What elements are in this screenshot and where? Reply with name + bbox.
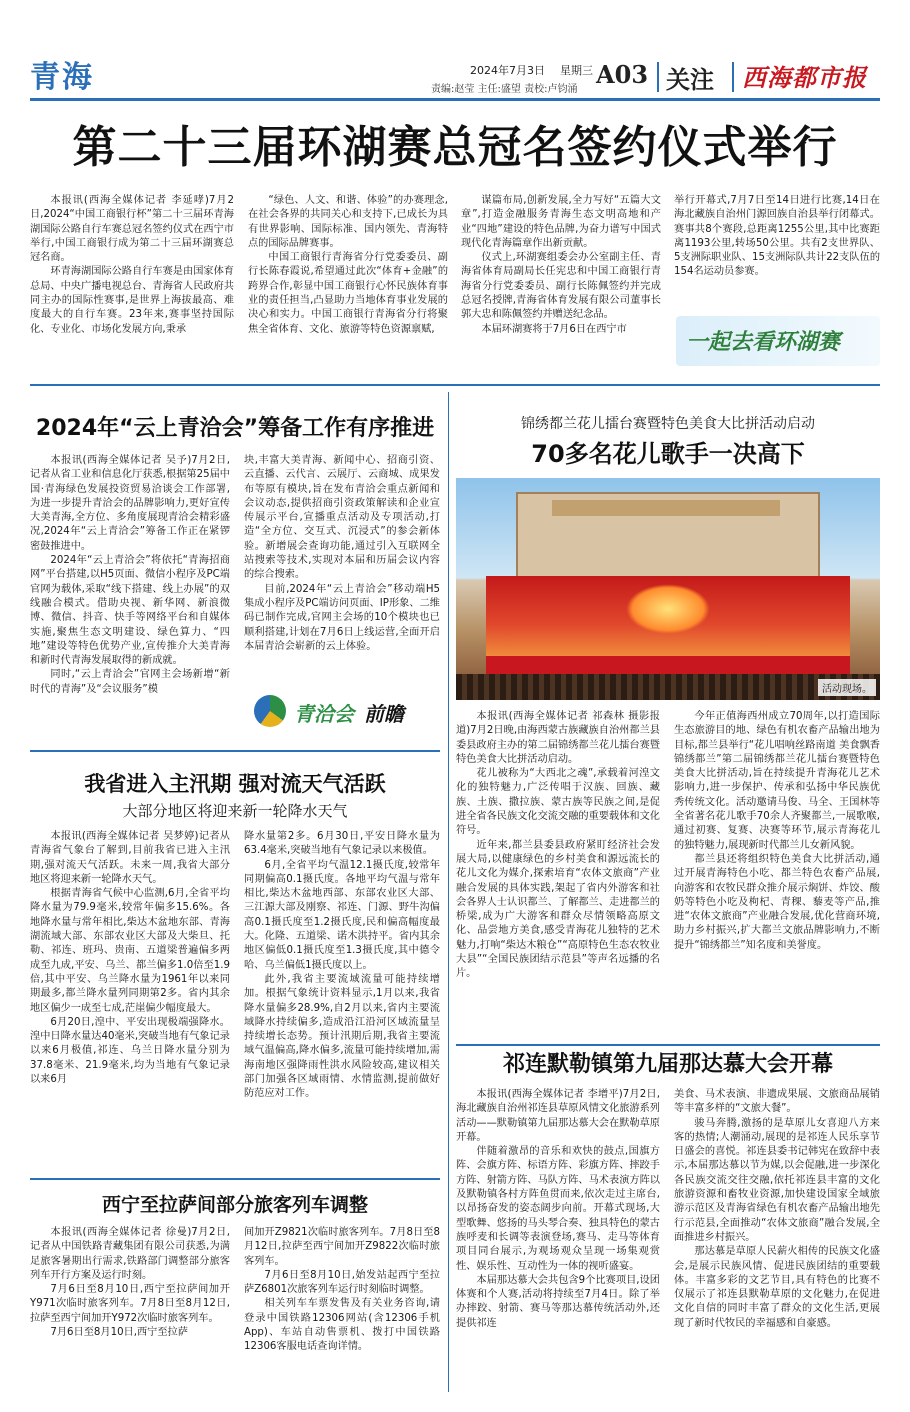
- section-rule: [30, 384, 880, 386]
- naadam-col2: [674, 1088, 880, 1396]
- rail-paragraph: 间加开Z9821次临时旅客列车。7月8日至8月12日,拉萨至西宁间加开Z9822次临时旅客列车。: [244, 1227, 440, 1267]
- flood-subheadline: 大部分地区将迎来新一轮降水天气: [122, 802, 348, 820]
- expo-paragraph: 本报讯(西海全媒体记者 吴予)7月2日,记者从省工业和信息化厅获悉,根据第25届中国·青海绿色发展投资贸易洽谈会工作部署,为进一步提升青洽会的品牌影响力,更好宣传大美青海,全方位、多角度展现青洽会精彩盛况,2024年“云上青洽会”筹备工作正在紧锣密鼓推进中。: [30, 455, 230, 552]
- main-story-col2: [248, 194, 448, 372]
- expo-col2: [244, 454, 440, 688]
- main-paragraph: 中国工商银行青海省分行党委委员、副行长陈春霞说,希望通过此次“体育+金融”的跨界合作,彰显中国工商银行心怀民族体育事业的责任担当,凸显助力当地体育事业发展的决心和实力。中国工商银行青海省分行将聚焦全省体育、文化、旅游等特色资源禀赋,: [248, 252, 448, 335]
- main-paragraph: 本报讯(西海全媒体记者 李延哮)7月2日,2024“中国工商银行杯”第二十三届环青海湖国际公路自行车赛总冠名签约仪式在西宁市举行,中国工商银行成为第二十三届环湖赛总冠名商。: [30, 195, 234, 264]
- photo-crowd: [456, 674, 880, 700]
- main-story-col1: [30, 194, 234, 372]
- flood-paragraph: 降水量第2多。6月30日,平安日降水量为63.4毫米,突破当地有气象记录以来极值。: [244, 831, 440, 857]
- editor-credits: 责编:赵莹 主任:盛望 责校:卢钧涌: [431, 84, 578, 95]
- page-number: A03: [596, 60, 649, 89]
- rail-paragraph: 7月6日至8月10日,西宁至拉萨: [50, 1327, 188, 1339]
- issue-weekday: 星期三: [560, 64, 593, 77]
- singers-kicker: 锦绣都兰花儿擂台赛暨特色美食大比拼活动启动: [521, 416, 815, 432]
- singers-paragraph: 近年来,都兰县委县政府紧盯经济社会发展大局,以健康绿色的乡村美食和源远流长的花儿文化为媒介,探索培育“农体文旅商”产业融合发展的具体实践,架起了省内外游客和社会各界人士认识都兰、了解都兰、走进都兰的桥梁,成为广大游客和群众尽情领略高原文化、品尝地方美食,感受青海花儿独特的艺术魅力,打响“柴达木粮仓”“高原特色生态农牧业大县”“全国民族团结示范县”等声名远播的名片。: [456, 839, 660, 980]
- naadam-headline: 祁连默勒镇第九届那达慕大会开幕: [502, 1052, 833, 1077]
- masthead-rule: [30, 98, 880, 101]
- region-label: 青海: [30, 60, 94, 95]
- naadam-col1: [456, 1088, 660, 1396]
- singers-paragraph: 今年正值海西州成立70周年,以打造国际生态旅游目的地、绿色有机农畜产品输出地为目标,都兰县举行“花儿唱响丝路南道 美食飘香锦绣都兰”第二届锦绣都兰花儿擂台赛暨特色美食大比拼活动,旨在持续提升青海花儿艺术影响力,进一步保护、传承和弘扬中华民族优秀传统文化。活动邀请马俊、马全、王国林等全省著名花儿歌手70余人齐聚都兰,一展歌喉,通过初赛、复赛、决赛等环节,展示青海花儿的独特魅力,展现新时代都兰儿女新风貌。: [674, 711, 880, 851]
- expo-paragraph: 块,丰富大美青海、新闻中心、招商引资、云直播、云代言、云展厅、云商城、成果发布等原有模块,旨在发布青洽会重点新闻和会议动态,提供招商引资政策解读和企业宣传展示平台,宣播重点活动及专项活动,打造“全方位、交互式、沉浸式”的参会新体验。新增展会查询功能,通过引入互联网全站搜索等技术,实现对本届和历届会议内容的综合搜索。: [244, 455, 440, 581]
- main-paragraph: 举行开幕式,7月7日至14日进行比赛,14日在海北藏族自治州门源回族自治县举行闭幕式。赛事共8个赛段,总距离1255公里,其中比赛距离1193公里,转场50公里。共有2支世界队、5支洲际职业队、15支洲际队共计22支队伍的154名运动员参赛。: [674, 195, 880, 278]
- header-divider: [657, 62, 659, 92]
- flood-paragraph: 根据青海省气候中心监测,6月,全省平均降水量为79.9毫米,较常年偏多15.6%。各地降水量与常年相比,柴达木盆地东部、青海湖流域大部、东部农业区大部及大柴旦、托勒、祁连、班玛、贵南、五道梁普遍偏多两成至九成,平安、乌兰、都兰偏多1.0倍至1.9倍,其中平安、乌兰降水量为1961年以来同期最多,都兰降水量列同期第2多。省内其余地区偏少一成至七成,茫崖偏少幅度最大。: [30, 888, 230, 1014]
- expo-logo-text: 青洽会: [294, 702, 354, 726]
- naadam-paragraph: 伴随着激昂的音乐和欢快的鼓点,国旗方阵、会旗方阵、标语方阵、彩旗方阵、摔跤手方阵、射箭方阵、马队方阵、马术表演方阵以及默勒镇各村方阵鱼贯而来,依次走过主席台,以昂扬奋发的姿态阔步向前。开幕式现场,大型歌舞、悠扬的马头琴合奏、独具特色的蒙古族呼麦和长调等表演登场,赛马、走马等体育项目同台展示,为观场观众呈现一场集观赏性、娱乐性、互动性为一体的视听盛宴。: [456, 1146, 660, 1272]
- expo-paragraph: 目前,2024年“云上青洽会”移动端H5集成小程序及PC端访问页面、IP形象、二维码已制作完成,官网主会场的10个模块也已顺利搭建,计划在7月6日上线运营,全面开启本届青洽会崭新的云上体验。: [244, 583, 440, 652]
- singers-paragraph: 花儿被称为“大西北之魂”,承载着河湟文化的独特魅力,广泛传唱于汉族、回族、藏族、土族、撒拉族、蒙古族等民族之间,是促进全省各民族文化交流交融的重要载体和文化符号。: [456, 768, 660, 837]
- masthead: [0, 0, 910, 112]
- expo-col1: [30, 454, 230, 736]
- rail-col1: [30, 1226, 230, 1394]
- main-story-col4: [674, 194, 880, 304]
- main-paragraph: 本届环湖赛将于7月6日在西宁市: [481, 323, 627, 335]
- main-headline: 第二十三届环湖赛总冠名签约仪式举行: [72, 122, 838, 173]
- rail-paragraph: 本报讯(西海全媒体记者 徐曼)7月2日,记者从中国铁路青藏集团有限公司获悉,为满足旅客暑期出行需求,铁路部门调整部分旅客列车开行方案及运行时刻。: [30, 1227, 230, 1281]
- flood-paragraph: 6月20日,湟中、平安出现极端强降水。湟中日降水量达40毫米,突破当地有气象记录以来6月极值,祁连、乌兰日降水量分别为37.8毫米、21.9毫米,均为当地有气象记录以来6月: [30, 1016, 230, 1086]
- rail-headline: 西宁至拉萨间部分旅客列车调整: [101, 1194, 368, 1216]
- flood-headline: 我省进入主汛期 强对流天气活跃: [84, 772, 386, 796]
- section-name: 关注: [666, 66, 714, 94]
- main-paragraph: 环青海湖国际公路自行车赛是由国家体育总局、中央广播电视总台、青海省人民政府共同主办的国际性赛事,是世界上海拔最高、难度最大的自行车赛。23年来,赛事坚持国际化、专业化、市场化发展方向,秉承: [30, 266, 234, 335]
- main-paragraph: “绿色、人文、和谐、体验”的办赛理念,在社会各界的共同关心和支持下,已成长为具有世界影响、国际标准、国内领先、青海特点的国际品牌赛事。: [248, 195, 448, 249]
- main-paragraph: 仪式上,环湖赛组委会办公室副主任、青海省体育局副局长任宪忠和中国工商银行青海省分行党委委员、副行长陈佩签约并完成总冠名授牌,青海省体育发展有限公司董事长郭大忠和陈佩签约并赠送纪念品。: [461, 252, 661, 321]
- expo-logo: [250, 690, 440, 732]
- flood-paragraph: 6月,全省平均气温12.1摄氏度,较常年同期偏高0.1摄氏度。各地平均气温与常年相比,柴达木盆地西部、东部农业区大部、三江源大部及刚察、祁连、门源、野牛沟偏高0.1摄氏度至1.2摄氏度,民和偏高幅度最大。化隆、五道梁、诺木洪持平。省内其余地区偏低0.1摄氏度至1.3摄氏度,其中德令哈、乌兰偏低1摄氏度以上。: [244, 859, 440, 971]
- section-rule: [30, 750, 440, 752]
- singers-col1: [456, 710, 660, 1036]
- singers-paragraph: 本报讯(西海全媒体记者 祁森林 摄影报道)7月2日晚,由海西蒙古族藏族自治州都兰县委县政府主办的第二届锦绣都兰花儿擂台赛暨特色美食大比拼活动启动。: [456, 711, 660, 765]
- naadam-paragraph: 本届那达慕大会共包含9个比赛项目,设团体赛和个人赛,活动将持续至7月4日。除了举办摔跤、射箭、赛马等那达慕传统活动外,还提供祁连: [456, 1274, 660, 1329]
- rail-paragraph: 7月6日至8月10日,西宁至拉萨间加开Y971次临时旅客列车。7月8日至8月12日,拉萨至西宁间加开Y972次临时旅客列车。: [30, 1284, 230, 1324]
- flood-paragraph: 本报讯(西海全媒体记者 吴梦婷)记者从青海省气象台了解到,目前我省已进入主汛期,强对流天气活跃。未来一周,我省大部分地区将迎来新一轮降水天气。: [30, 831, 230, 885]
- expo-logo-emblem: [254, 695, 286, 727]
- main-paragraph: 谋篇布局,创新发展,全力写好“五篇大文章”,打造金融服务青海生态文明高地和产业“四地”建设的特色品牌,为奋力谱写中国式现代化青海篇章作出新贡献。: [461, 195, 661, 249]
- rail-paragraph: 相关列车车票发售及有关业务咨询,请登录中国铁路12306网站(含12306手机App)、车站自动售票机、拨打中国铁路12306客服电话查询详情。: [244, 1298, 440, 1353]
- section-rule: [30, 1178, 440, 1180]
- column-divider: [448, 392, 449, 1392]
- naadam-paragraph: 美食、马术表演、非遗成果展、文旅商品展销等丰富多样的“文旅大餐”。: [674, 1089, 880, 1115]
- expo-logo-tag: 前瞻: [364, 702, 404, 726]
- singers-headline: 70多名花儿歌手一决高下: [531, 440, 805, 468]
- naadam-paragraph: 本报讯(西海全媒体记者 李增平)7月2日,海北藏族自治州祁连县草原风情文化旅游系列活动——默勒镇第九届那达慕大会在默勒草原开幕。: [456, 1089, 660, 1143]
- flood-paragraph: 此外,我省主要流域流量可能持续增加。根据气象统计资料显示,1月以来,我省降水量偏多28.9%,自2月以来,省内主要流域降水持续偏多,造成沿江沿河区域流量呈持续增长态势。预计汛期后期,我省主要流域气温偏高,降水偏多,流量可能持续增加,需海南地区强降雨性洪水风险较高,建议相关部门加强各区域雨情、水情监测,提前做好防范应对工作。: [244, 973, 440, 1100]
- naadam-paragraph: 骏马奔腾,激扬的是草原儿女喜迎八方来客的热情;人潮涌动,展现的是祁连人民乐享节日盛会的喜悦。祁连县委书记韩宪在致辞中表示,本届那达慕以节为媒,以会促融,进一步深化各民族交流交往交融,依托祁连县丰富的文化旅游资源和畜牧业资源,加快建设国家全域旅游示范区及青海省绿色有机农畜产品输出地先行示范县,全面推动“农体文旅商”融合发展,全面推进乡村振兴。: [674, 1117, 880, 1243]
- expo-paragraph: 2024年“云上青洽会”将依托“青海招商网”平台搭建,以H5页面、微信小程序及PC端官网为载体,采取“线下搭建、线上办展”的双线融合模式。借助央视、新华网、新浪微博、微信、抖音、快手等网络平台和自媒体实施,聚焦生态文明建设、绿色算力、“四地”建设等特色优势产业,宣传推介大美青海和新时代青海发展取得的新成就。: [30, 555, 230, 667]
- flood-col2: [244, 830, 440, 1170]
- header-divider-2: [732, 62, 734, 92]
- rail-paragraph: 7月6日至8月10日,始发站起西宁至拉萨Z6801次旅客列车运行时刻临时调整。: [244, 1269, 440, 1296]
- singers-paragraph: 都兰县还将组织特色美食大比拼活动,通过开展青海特色小吃、都兰特色农畜产品展,向游客和农牧民群众推介展示焖饼、炸饺、酸奶等特色小吃及枸杞、青稞、藜麦等产品,推进“农体文旅商”产业融合发展,优化营商环境,助力乡村振兴,扩大都兰文旅品牌影响力,不断提升“锦绣都兰”知名度和美誉度。: [674, 853, 880, 951]
- main-story-col3: [461, 194, 661, 372]
- photo-stage-light: [626, 584, 710, 634]
- singers-col2: [674, 710, 880, 1036]
- flood-col1: [30, 830, 230, 1170]
- newspaper-logo: 西海都市报: [742, 63, 867, 92]
- expo-headline: 2024年“云上青洽会”筹备工作有序推进: [35, 416, 435, 441]
- photo-building-sign: [552, 500, 780, 516]
- photo-caption: 活动现场。: [818, 679, 876, 696]
- rail-col2: [244, 1226, 440, 1394]
- naadam-paragraph: 那达慕是草原人民薪火相传的民族文化盛会,是展示民族风情、促进民族团结的重要载体。丰富多彩的文艺节目,具有特色的比赛不仅展示了祁连县默勒草原的文化魅力,在促进文化自信的同时丰富了群众的文化生活,更展现了新时代牧民的幸福感和自豪感。: [674, 1246, 880, 1329]
- promo-banner: [676, 316, 880, 366]
- expo-paragraph: 同时,“云上青洽会”官网主会场新增“新时代的青海”及“会议服务”模: [30, 669, 230, 695]
- event-photo: [456, 478, 880, 700]
- promo-banner-text: 一起去看环湖赛: [686, 329, 841, 355]
- issue-date-line: [470, 62, 593, 78]
- section-rule: [456, 1044, 880, 1046]
- issue-date: 2024年7月3日: [470, 64, 545, 77]
